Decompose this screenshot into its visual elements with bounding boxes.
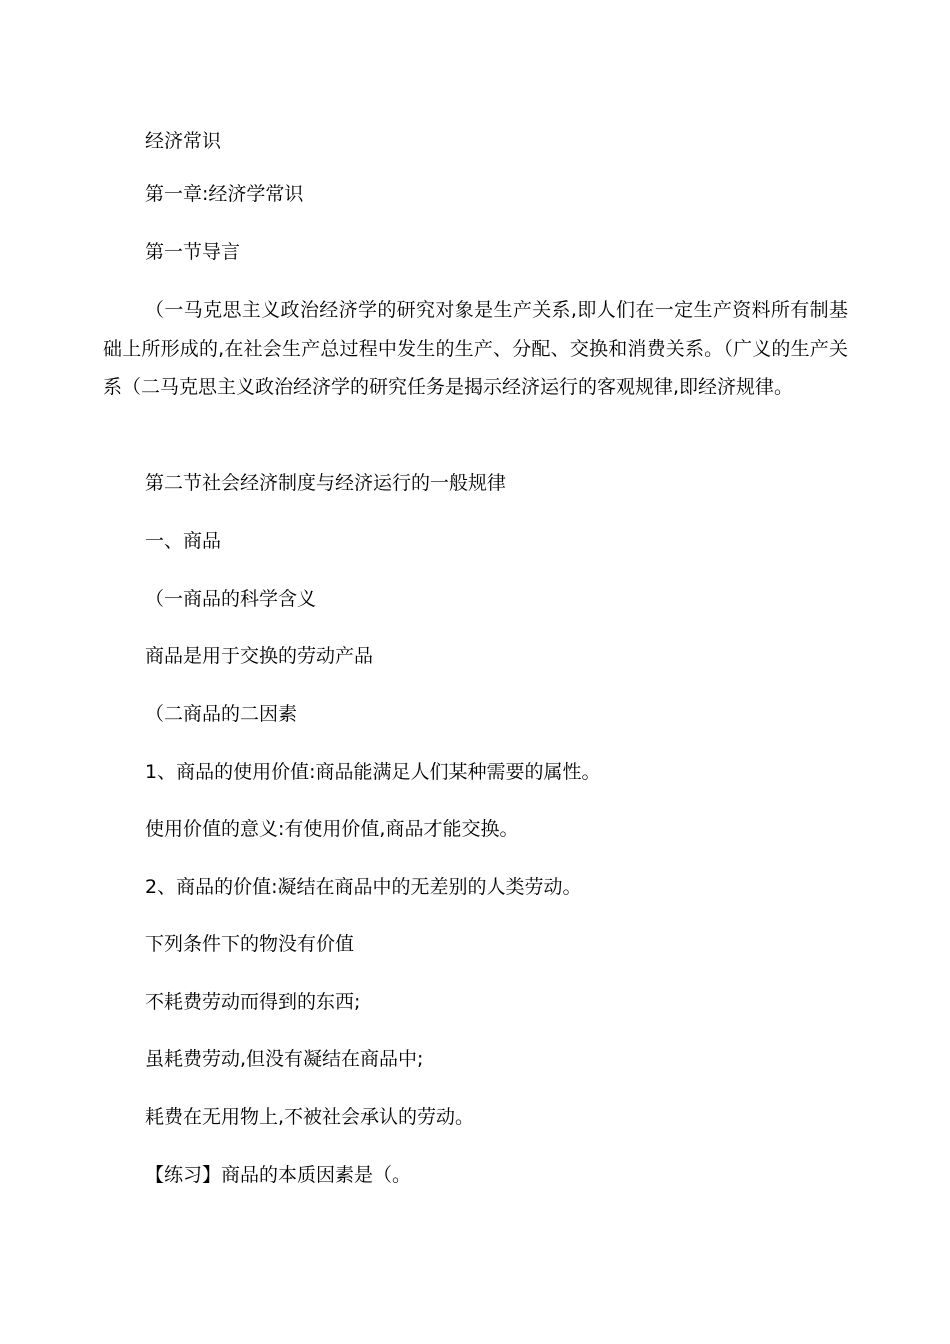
text-line: 使用价值的意义:有使用价值,商品才能交换。 [145,818,519,840]
document-title: 经济常识 [145,130,222,152]
text-line: 下列条件下的物没有价值 [145,933,355,955]
subheading: （二商品的二因素 [145,703,298,725]
list-item: 耗费在无用物上,不被社会承认的劳动。 [145,1106,475,1128]
chapter-heading: 第一章:经济学常识 [145,183,304,205]
list-item: 不耗费劳动而得到的东西; [145,991,361,1013]
section-heading: 第一节导言 [145,241,241,263]
exercise-prompt: 【练习】商品的本质因素是（。 [145,1164,412,1186]
text-line: 商品是用于交换的劳动产品 [145,645,374,667]
subheading: 一、商品 [145,530,222,552]
body-paragraph: （一马克思主义政治经济学的研究对象是生产关系,即人们在一定生产资料所有制基础上所形成的,在社会生产总过程中发生的生产、分配、交换和消费关系。（广义的生产关系（二马克思主义政治经济学的研究任务是揭示经济运行的客观规律,即经济规律。 [103,299,848,398]
subheading: （一商品的科学含义 [145,588,317,610]
section-heading: 第二节社会经济制度与经济运行的一般规律 [145,472,507,494]
text-line: 1、商品的使用价值:商品能满足人们某种需要的属性。 [145,761,601,783]
text-line: 2、商品的价值:凝结在商品中的无差别的人类劳动。 [145,876,582,898]
list-item: 虽耗费劳动,但没有凝结在商品中; [145,1048,424,1070]
